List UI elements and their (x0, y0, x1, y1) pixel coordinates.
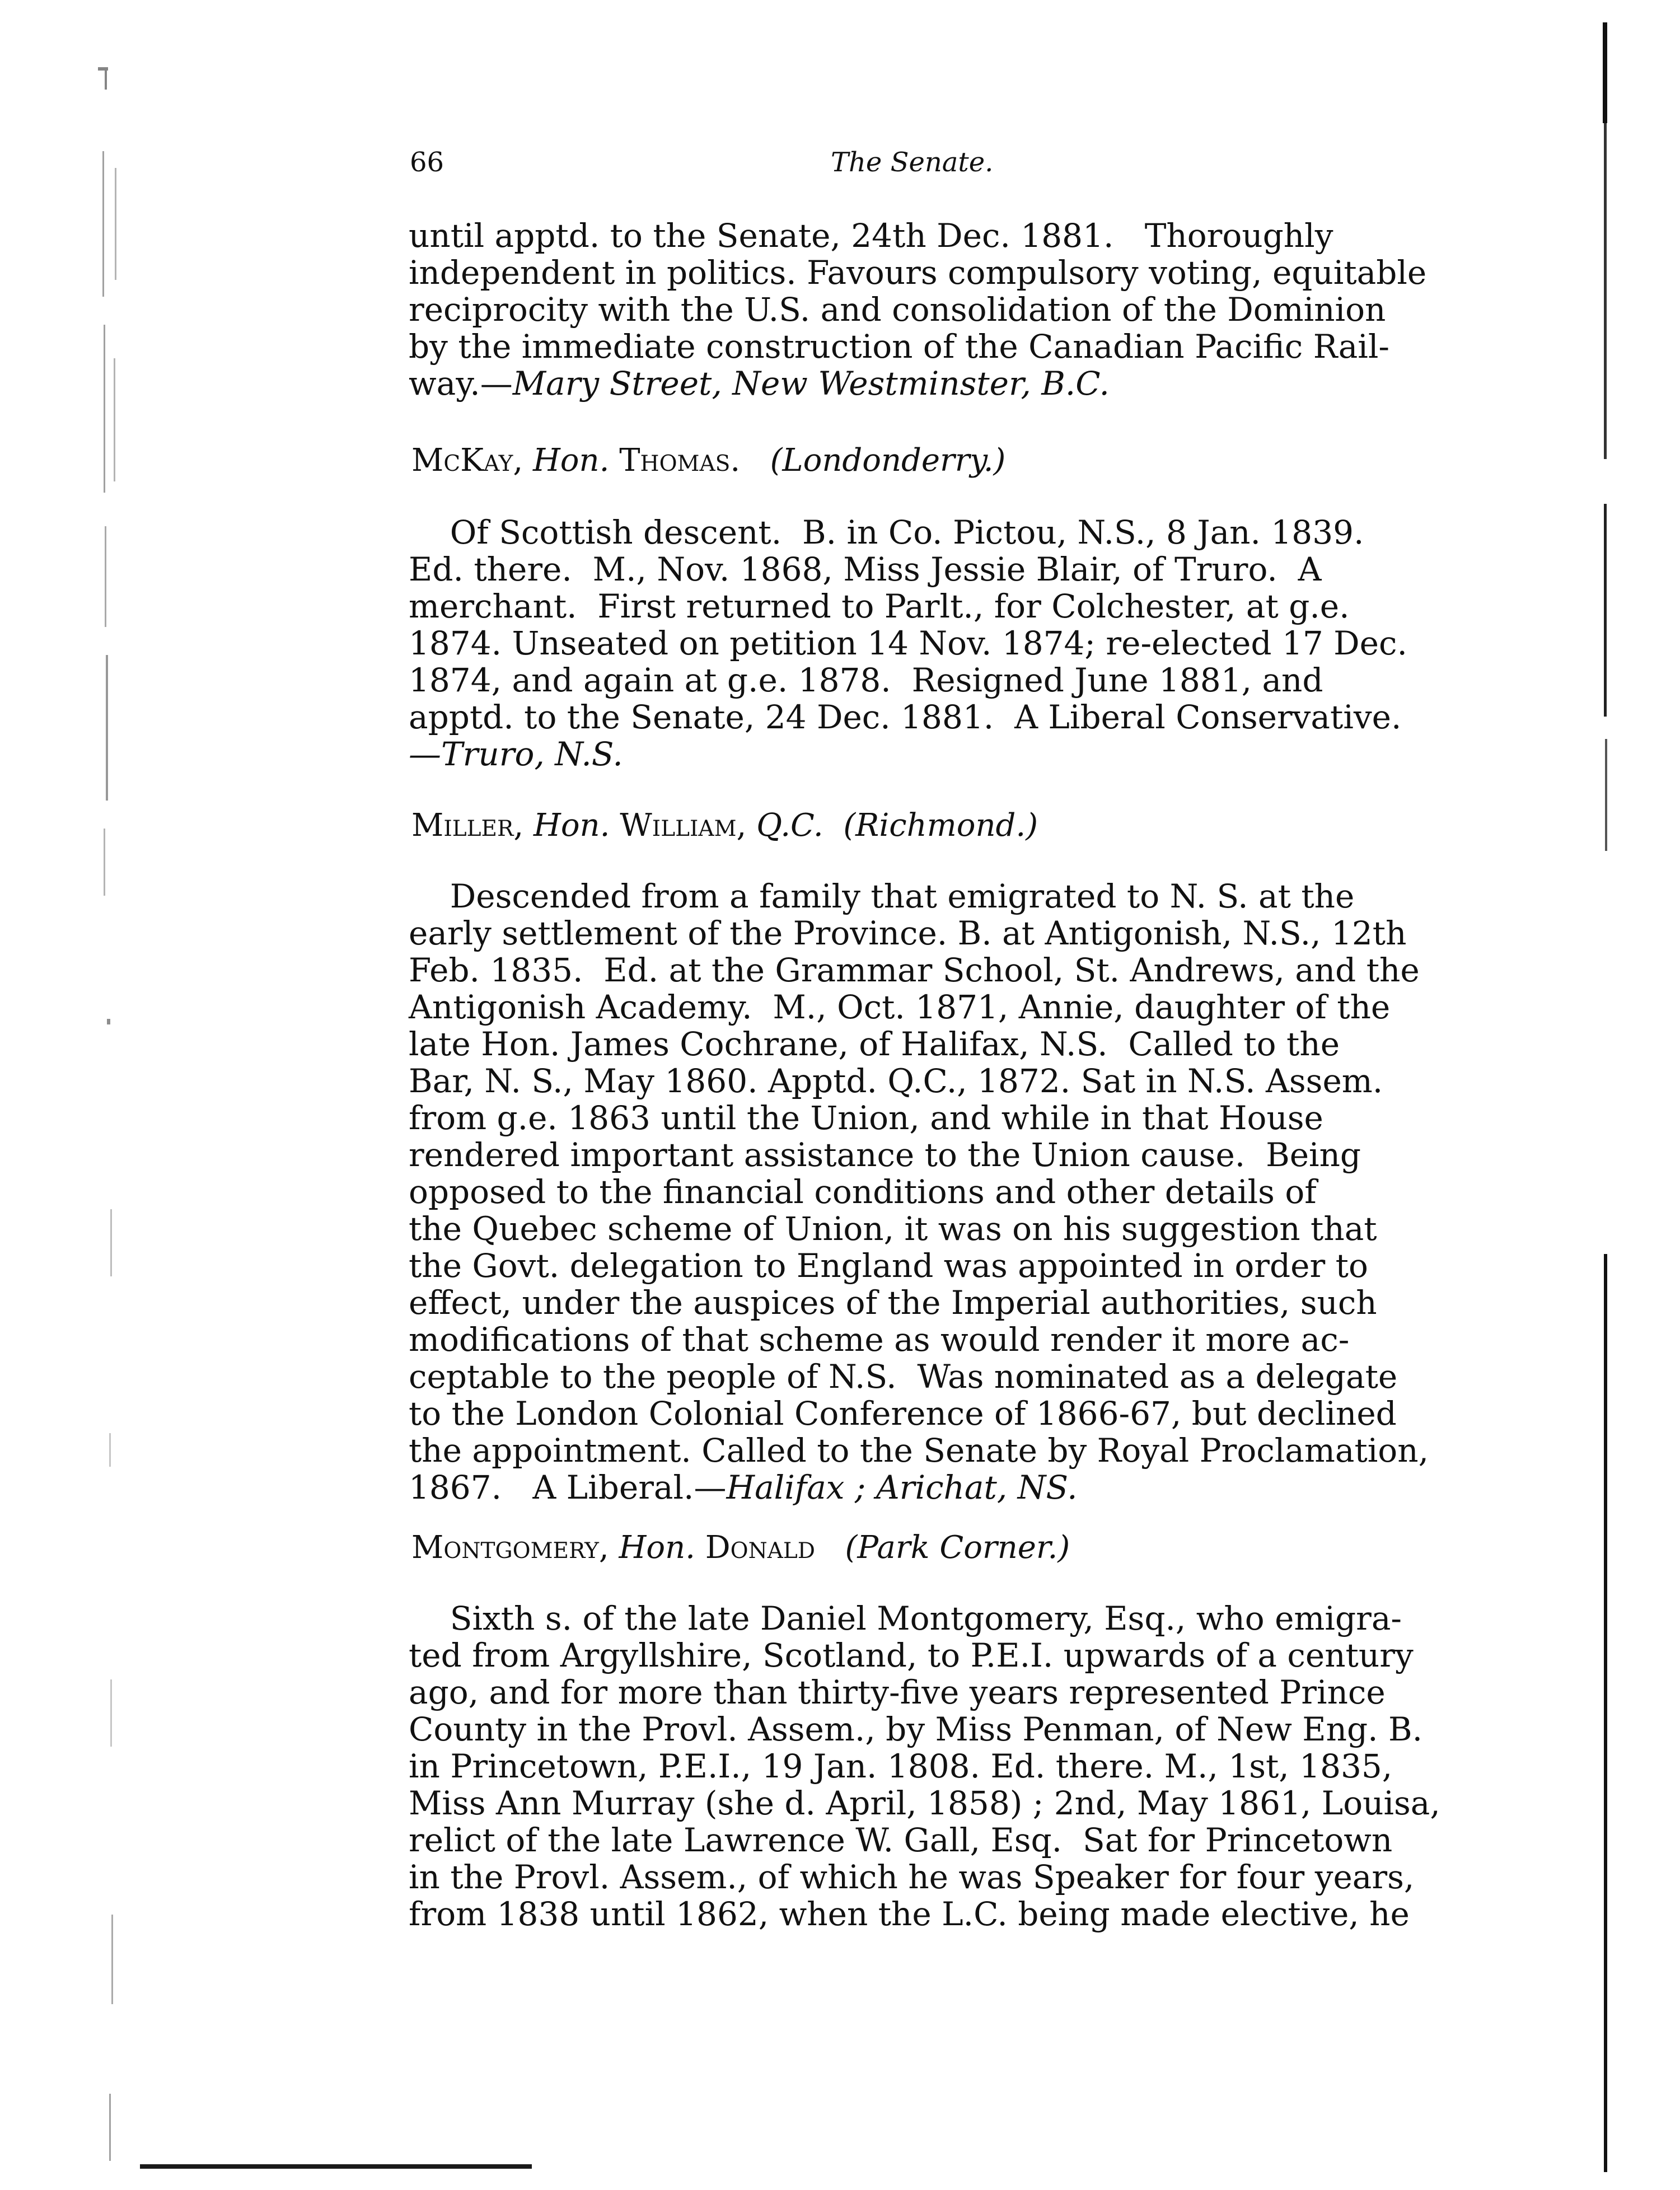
text-line: apptd. to the Senate, 24 Dec. 1881. A Liberal Conservative. (409, 698, 1402, 736)
text-line: Bar, N. S., May 1860. Apptd. Q.C., 1872. Sat in N.S. Assem. (409, 1062, 1383, 1100)
text-line: the Govt. delegation to England was appointed in order to (409, 1247, 1368, 1285)
right-edge-scan-shadow (1598, 22, 1615, 2172)
surname: Miller, (411, 807, 524, 844)
text-line: effect, under the auspices of the Imperial authorities, such (409, 1284, 1377, 1322)
text-line-address (409, 365, 1422, 402)
page-number: 66 (410, 147, 444, 178)
text-line: the Quebec scheme of Union, it was on his suggestion that (409, 1210, 1377, 1248)
text-line: County in the Provl. Assem., by Miss Penman, of New Eng. B. (409, 1710, 1423, 1748)
entry-heading-montgomery (411, 1529, 1070, 1566)
text-line: ago, and for more than thirty-five years represented Prince (409, 1673, 1386, 1711)
text-line: to the London Colonial Conference of 1866-67, but declined (409, 1395, 1397, 1433)
bottom-scan-rule (140, 2164, 532, 2169)
text-line: by the immediate construction of the Canadian Pacific Rail- (409, 327, 1390, 366)
honorific-title: Hon. (532, 442, 610, 479)
text-line: Descended from a family that emigrated to N. S. at the (409, 877, 1355, 915)
text-line: reciprocity with the U.S. and consolidation of the Dominion (409, 291, 1386, 329)
text-line: Antigonish Academy. M., Oct. 1871, Annie, daughter of the (409, 988, 1391, 1026)
page-header (410, 147, 1082, 191)
line-prefix: way.— (409, 364, 513, 403)
text-line: late Hon. James Cochrane, of Halifax, N.S. Called to the (409, 1025, 1340, 1063)
address: Mary Street, New Westminster, B.C. (512, 364, 1110, 403)
honorific-title: Hon. (534, 807, 610, 844)
running-title: The Senate. (831, 147, 994, 178)
text-line: rendered important assistance to the Union cause. Being (409, 1136, 1361, 1174)
surname: McKay, (411, 442, 523, 479)
text-line: ted from Argyllshire, Scotland, to P.E.I. upwards of a century (409, 1636, 1414, 1674)
text-line: Feb. 1835. Ed. at the Grammar School, St. Andrews, and the (409, 951, 1420, 989)
given-name: Thomas. (619, 442, 741, 479)
given-name: William, (620, 807, 747, 844)
text-line: ceptable to the people of N.S. Was nominated as a delegate (409, 1358, 1398, 1396)
seat: (Londonderry.) (770, 442, 1006, 479)
address: Halifax ; Arichat, NS. (726, 1468, 1078, 1506)
text-line: relict of the late Lawrence W. Gall, Esq. Sat for Princetown (409, 1821, 1393, 1859)
text-line: 1874. Unseated on petition 14 Nov. 1874; re-elected 17 Dec. (409, 624, 1407, 662)
continuation-paragraph (409, 217, 1427, 403)
text-line: independent in politics. Favours compulsory voting, equitable (409, 254, 1427, 292)
text-line: Ed. there. M., Nov. 1868, Miss Jessie Blair, of Truro. A (409, 550, 1322, 588)
seat: (Park Corner.) (845, 1529, 1070, 1566)
entry-heading-miller (411, 807, 1038, 844)
text-line: merchant. First returned to Parlt., for Colchester, at g.e. (409, 587, 1350, 625)
left-edge-scan-marks (98, 67, 132, 2172)
text-line: opposed to the financial conditions and other details of (409, 1173, 1317, 1211)
entry-body-miller (409, 877, 1429, 1506)
line-prefix: 1867. A Liberal.— (409, 1468, 727, 1506)
text-line: Sixth s. of the late Daniel Montgomery, Esq., who emigra- (409, 1599, 1402, 1637)
text-line: the appointment. Called to the Senate by Royal Proclamation, (409, 1431, 1429, 1470)
text-line: in the Provl. Assem., of which he was Speaker for four years, (409, 1858, 1415, 1896)
text-line: modifications of that scheme as would render it more ac- (409, 1321, 1350, 1359)
text-line: until apptd. to the Senate, 24th Dec. 1881. Thoroughly (409, 217, 1333, 255)
text-line: 1874, and again at g.e. 1878. Resigned June 1881, and (409, 661, 1323, 699)
qc-honorific: Q.C. (756, 807, 823, 844)
text-line: from g.e. 1863 until the Union, and while in that House (409, 1099, 1323, 1137)
text-line: early settlement of the Province. B. at Antigonish, N.S., 12th (409, 914, 1407, 952)
honorific-title: Hon. (619, 1529, 695, 1566)
surname: Montgomery, (411, 1529, 609, 1566)
seat: (Richmond.) (843, 807, 1038, 844)
entry-body-montgomery (409, 1599, 1440, 1933)
text-line-address (409, 1469, 1422, 1506)
text-line: Miss Ann Murray (she d. April, 1858) ; 2nd, May 1861, Louisa, (409, 1784, 1440, 1822)
text-line: from 1838 until 1862, when the L.C. being made elective, he (409, 1895, 1410, 1933)
given-name: Donald (705, 1529, 816, 1566)
text-line: in Princetown, P.E.I., 19 Jan. 1808. Ed. there. M., 1st, 1835, (409, 1747, 1393, 1785)
entry-body-mckay (409, 514, 1422, 773)
address: —Truro, N.S. (409, 735, 623, 773)
entry-heading-mckay (411, 442, 1005, 479)
text-line: Of Scottish descent. B. in Co. Pictou, N.S., 8 Jan. 1839. (409, 513, 1364, 551)
